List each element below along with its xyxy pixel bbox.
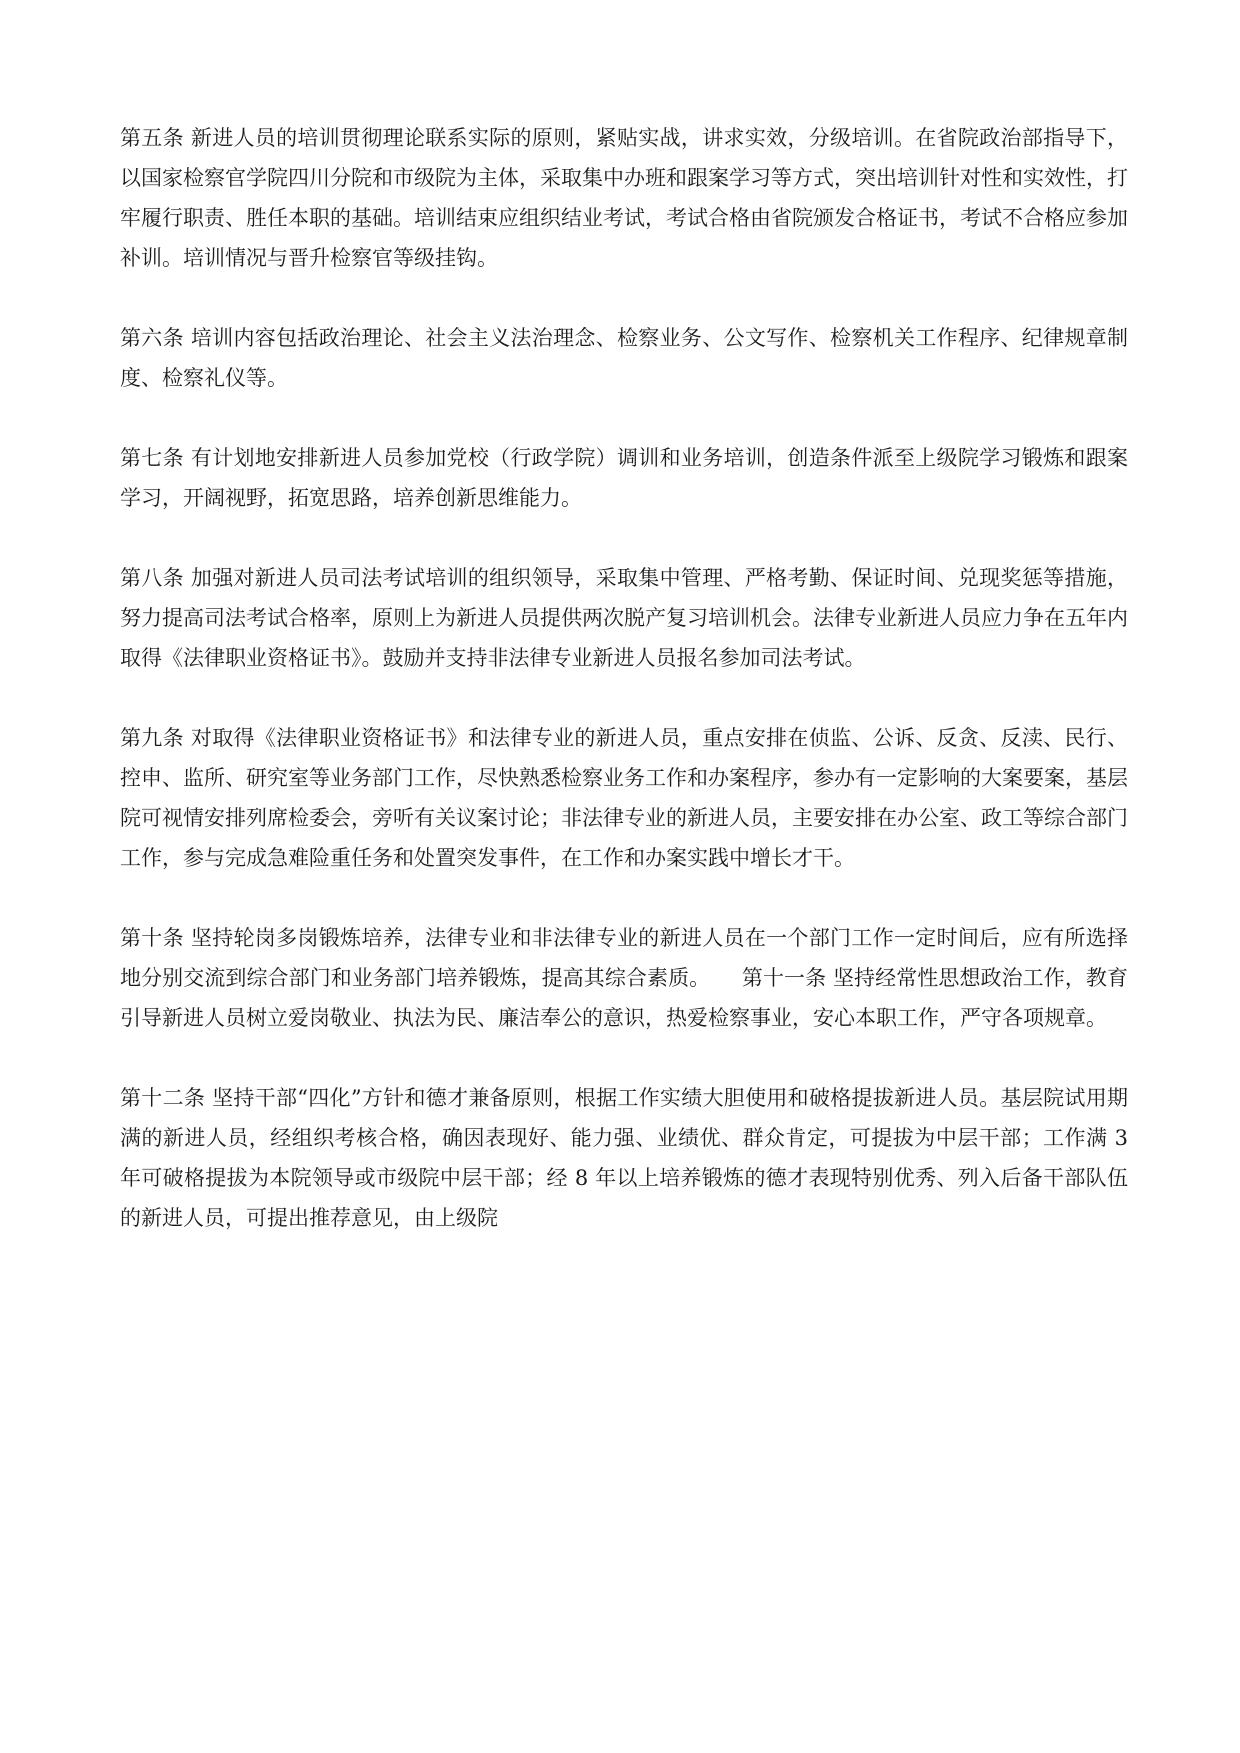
article-5: 第五条 新进人员的培训贯彻理论联系实际的原则，紧贴实战，讲求实效，分级培训。在省院政治部指导下，以国家检察官学院四川分院和市级院为主体，采取集中办班和跟案学习等方式，突出培训针对性和实效性，打牢履行职责、胜任本职的基础。培训结束应组织结业考试，考试合格由省院颁发合格证书，考试不合格应参加补训。培训情况与晋升检察官等级挂钩。 <box>120 126 1128 270</box>
article-7: 第七条 有计划地安排新进人员参加党校（行政学院）调训和业务培训，创造条件派至上级院学习锻炼和跟案学习，开阔视野，拓宽思路，培养创新思维能力。 <box>120 446 1128 510</box>
article-12: 第十二条 坚持干部“四化”方针和德才兼备原则，根据工作实绩大胆使用和破格提拔新进人员。基层院试用期满的新进人员，经组织考核合格，确因表现好、能力强、业绩优、群众肯定，可提拔为中层干部；工作满 3 年可破格提拔为本院领导或市级院中层干部；经 8 年以上培养锻炼的德才表现特别优秀、列入后备干部队伍的新进人员，可提出推荐意见，由上级院 <box>120 1086 1128 1230</box>
article-10-11: 第十条 坚持轮岗多岗锻炼培养，法律专业和非法律专业的新进人员在一个部门工作一定时间后，应有所选择地分别交流到综合部门和业务部门培养锻炼，提高其综合素质。 第十一条 坚持经常性思想政治工作，教育引导新进人员树立爱岗敬业、执法为民、廉洁奉公的意识，热爱检察事业，安心本职工作，严守各项规章。 <box>120 926 1128 1030</box>
article-6: 第六条 培训内容包括政治理论、社会主义法治理念、检察业务、公文写作、检察机关工作程序、纪律规章制度、检察礼仪等。 <box>120 326 1128 390</box>
article-9: 第九条 对取得《法律职业资格证书》和法律专业的新进人员，重点安排在侦监、公诉、反贪、反渎、民行、控申、监所、研究室等业务部门工作，尽快熟悉检察业务工作和办案程序，参办有一定影响的大案要案，基层院可视情安排列席检委会，旁听有关议案讨论；非法律专业的新进人员，主要安排在办公室、政工等综合部门工作，参与完成急难险重任务和处置突发事件，在工作和办案实践中增长才干。 <box>120 726 1128 870</box>
document-body <box>120 118 1128 1278</box>
article-8: 第八条 加强对新进人员司法考试培训的组织领导，采取集中管理、严格考勤、保证时间、兑现奖惩等措施，努力提高司法考试合格率，原则上为新进人员提供两次脱产复习培训机会。法律专业新进人员应力争在五年内取得《法律职业资格证书》。鼓励并支持非法律专业新进人员报名参加司法考试。 <box>120 566 1128 670</box>
